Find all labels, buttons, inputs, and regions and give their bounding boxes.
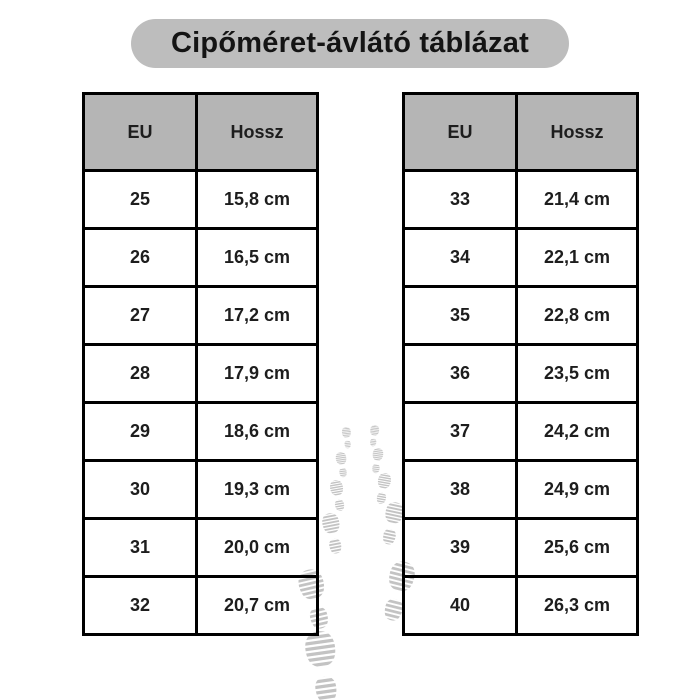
length-cell: 20,7 cm (197, 577, 318, 635)
eu-size-cell: 39 (404, 519, 517, 577)
length-cell: 17,2 cm (197, 287, 318, 345)
table-row (404, 229, 638, 287)
eu-size-cell: 25 (84, 171, 197, 229)
table-row (84, 577, 318, 635)
length-cell: 24,2 cm (517, 403, 638, 461)
table-row (404, 519, 638, 577)
length-cell: 16,5 cm (197, 229, 318, 287)
table-row (84, 171, 318, 229)
table-row (404, 577, 638, 635)
size-table-right (402, 92, 639, 636)
eu-size-cell: 37 (404, 403, 517, 461)
page-title: Cipőméret-ávlátó táblázat (171, 27, 529, 59)
length-cell: 20,0 cm (197, 519, 318, 577)
length-cell: 26,3 cm (517, 577, 638, 635)
length-cell: 24,9 cm (517, 461, 638, 519)
column-header-eu: EU (404, 94, 517, 171)
eu-size-cell: 27 (84, 287, 197, 345)
eu-size-cell: 36 (404, 345, 517, 403)
length-cell: 25,6 cm (517, 519, 638, 577)
length-cell: 23,5 cm (517, 345, 638, 403)
length-cell: 17,9 cm (197, 345, 318, 403)
table-row (404, 403, 638, 461)
table-row (404, 171, 638, 229)
column-header-hossz: Hossz (517, 94, 638, 171)
eu-size-cell: 30 (84, 461, 197, 519)
eu-size-cell: 35 (404, 287, 517, 345)
length-cell: 22,1 cm (517, 229, 638, 287)
eu-size-cell: 40 (404, 577, 517, 635)
length-cell: 22,8 cm (517, 287, 638, 345)
eu-size-cell: 26 (84, 229, 197, 287)
eu-size-cell: 29 (84, 403, 197, 461)
table-row (404, 461, 638, 519)
table-row (84, 519, 318, 577)
column-header-hossz: Hossz (197, 94, 318, 171)
length-cell: 21,4 cm (517, 171, 638, 229)
table-header-row (404, 94, 638, 171)
size-table-left (82, 92, 319, 636)
eu-size-cell: 33 (404, 171, 517, 229)
eu-size-cell: 28 (84, 345, 197, 403)
table-row (404, 345, 638, 403)
table-row (84, 403, 318, 461)
eu-size-cell: 38 (404, 461, 517, 519)
table-row (84, 345, 318, 403)
table-row (84, 229, 318, 287)
length-cell: 19,3 cm (197, 461, 318, 519)
table-row (404, 287, 638, 345)
eu-size-cell: 34 (404, 229, 517, 287)
length-cell: 15,8 cm (197, 171, 318, 229)
title-banner (131, 19, 569, 68)
eu-size-cell: 32 (84, 577, 197, 635)
table-header-row (84, 94, 318, 171)
eu-size-cell: 31 (84, 519, 197, 577)
column-header-eu: EU (84, 94, 197, 171)
table-row (84, 287, 318, 345)
length-cell: 18,6 cm (197, 403, 318, 461)
table-row (84, 461, 318, 519)
